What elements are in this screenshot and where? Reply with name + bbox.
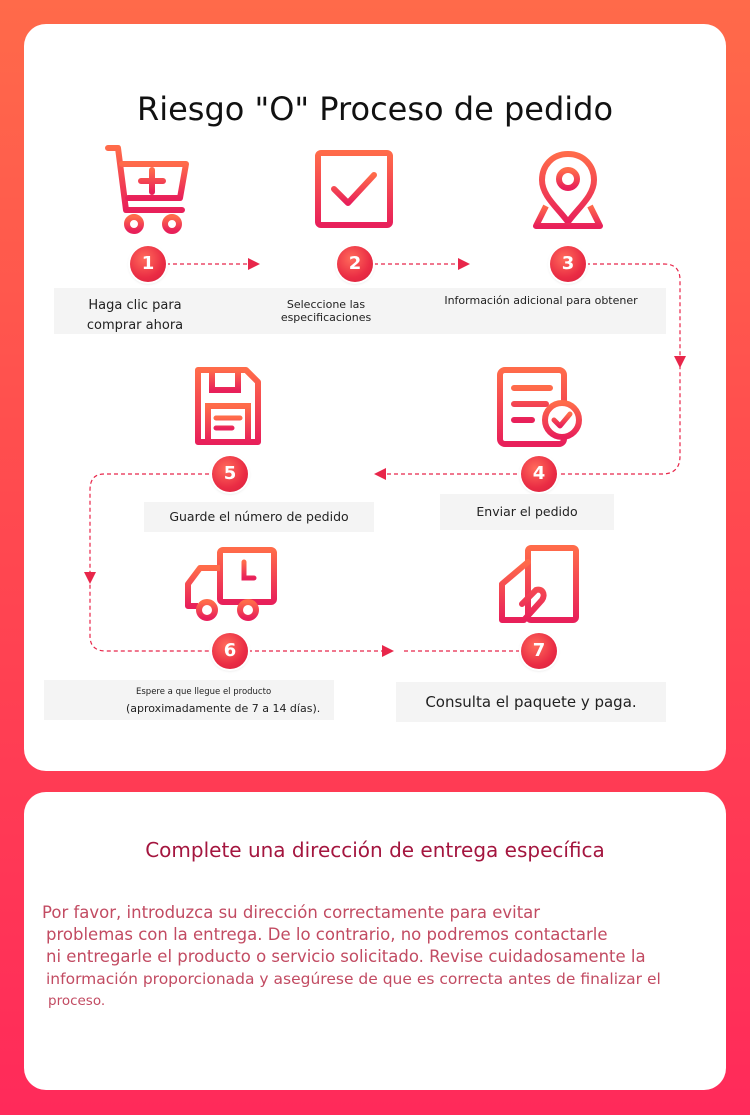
checkbox-icon — [314, 149, 394, 229]
address-line-5: proceso. — [48, 993, 106, 1009]
step-badge-6: 6 — [212, 633, 248, 669]
order-process-card — [24, 24, 726, 771]
address-title: Complete una dirección de entrega específica — [145, 838, 605, 862]
step-6-label-line2: (aproximadamente de 7 a 14 días). — [126, 702, 321, 715]
location-pin-icon — [530, 150, 606, 230]
step-6-label-box — [44, 680, 334, 720]
step-badge-1: 1 — [130, 246, 166, 282]
delivery-truck-icon — [182, 546, 278, 622]
step-badge-3: 3 — [550, 246, 586, 282]
step-2-label: Seleccione las especificaciones — [280, 298, 372, 324]
address-line-2: problemas con la entrega. De lo contrario, no podremos contactarle — [46, 925, 608, 944]
address-line-1: Por favor, introduzca su dirección correctamente para evitar — [42, 903, 541, 922]
order-form-check-icon — [496, 366, 586, 448]
flow-arrows — [24, 24, 726, 771]
address-line-4: información proporcionada y asegúrese de que es correcta antes de finalizar el — [46, 970, 661, 988]
step-3-label: Información adicional para obtener — [444, 294, 638, 307]
step-4-label: Enviar el pedido — [440, 494, 614, 530]
step-1-label: Haga clic para comprar ahora — [86, 298, 184, 333]
step-badge-7: 7 — [521, 633, 557, 669]
process-title: Riesgo "O" Proceso de pedido — [136, 90, 614, 128]
step-5-label: Guarde el número de pedido — [144, 502, 374, 532]
address-paragraph — [42, 902, 712, 1012]
step-badge-4: 4 — [521, 456, 557, 492]
hand-card-payment-icon — [498, 544, 582, 624]
step-badge-5: 5 — [212, 456, 248, 492]
step-7-label: Consulta el paquete y paga. — [396, 682, 666, 722]
address-info-card — [24, 792, 726, 1090]
address-line-3: ni entregarle el producto o servicio solicitado. Revise cuidadosamente la — [46, 947, 646, 966]
step-badge-2: 2 — [337, 246, 373, 282]
cart-plus-icon — [104, 142, 194, 236]
save-floppy-icon — [194, 366, 262, 446]
step-6-label-line1: Espere a que llegue el producto — [136, 687, 272, 697]
